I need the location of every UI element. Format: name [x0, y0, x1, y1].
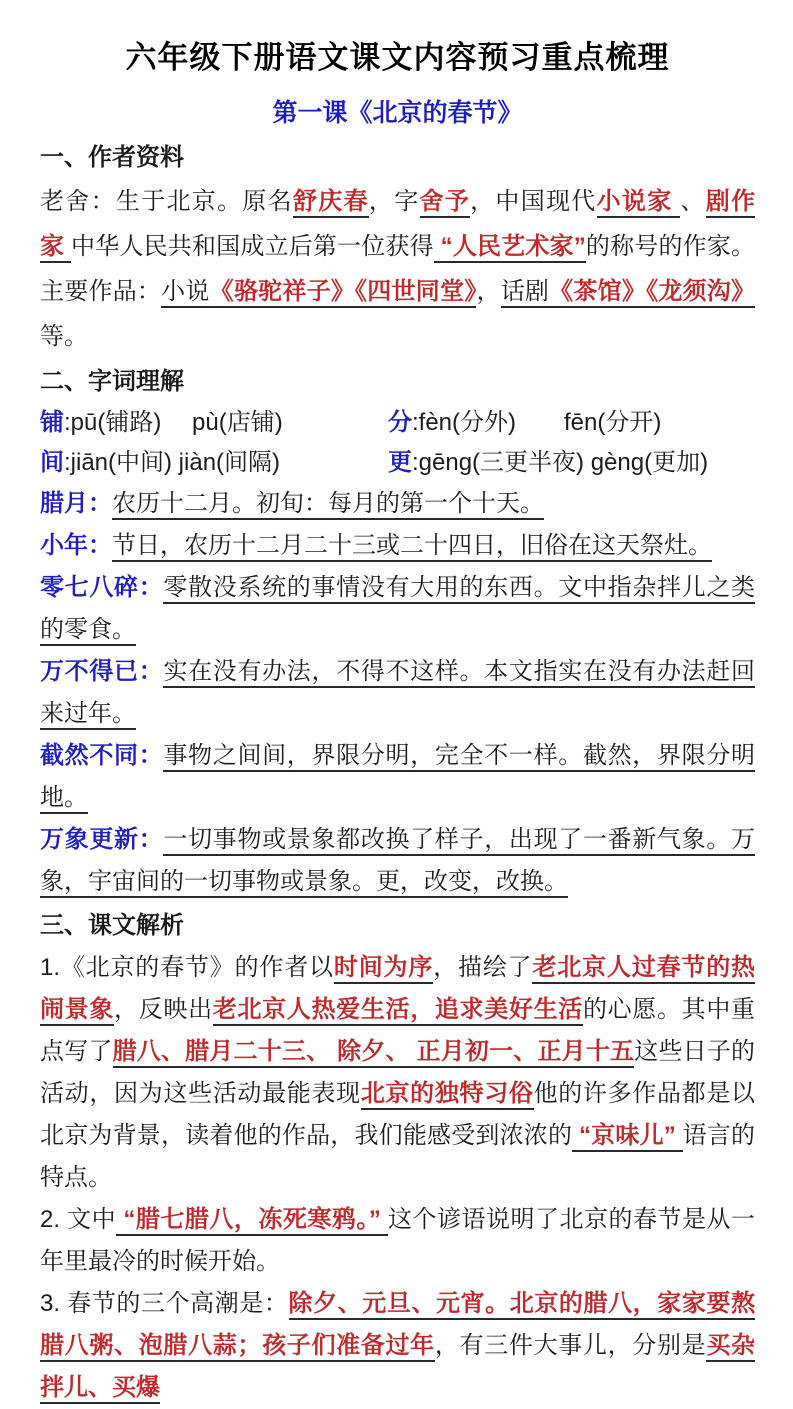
term-blue-text: 更: [388, 449, 412, 476]
term-blue-text: 腊月：: [40, 490, 112, 517]
paragraph: [40, 819, 755, 903]
term-blue-text: 小年：: [40, 532, 112, 559]
highlight-red-text: 剧作家: [40, 188, 755, 263]
paragraph: [40, 651, 755, 735]
paragraph: [40, 1283, 755, 1409]
body-text: 等。: [40, 323, 88, 350]
term-blue-text: 分: [388, 409, 412, 436]
body-text: ，中国现代: [470, 188, 597, 215]
highlight-red-text: 小说家: [597, 188, 681, 218]
underlined-text: 事物之间间，界限分明，完全不一样。截然，界限分明地。: [40, 742, 755, 814]
highlight-red-text: 腊八、腊月二十三、 除夕、 正月初一、正月十五: [113, 1038, 635, 1068]
body-text: 这些日子的活动，因为这些活动最能表现: [40, 1038, 756, 1107]
section-heading-author: 一、作者资料: [40, 144, 184, 171]
section-heading-words: 二、字词理解: [40, 368, 184, 395]
highlight-red-text: 时间为序: [334, 954, 433, 984]
underlined-text: 小说: [161, 278, 209, 308]
body-text: 、: [680, 188, 706, 215]
body-text: ，字: [368, 188, 420, 215]
paragraph: [40, 947, 755, 1199]
term-blue-text: 间: [40, 449, 64, 476]
body-text: ，有三件大事儿，分别是: [434, 1332, 707, 1359]
paragraph: [40, 567, 755, 651]
page-title: 六年级下册语文课文内容预习重点梳理: [125, 40, 670, 75]
underlined-text: 实在没有办法，不得不这样。本文指实在没有办法赶回来过年。: [40, 658, 755, 730]
term-blue-text: 万不得已：: [40, 658, 164, 685]
underlined-text: 节日，农历十二月二十三或二十四日，旧俗在这天祭灶。: [112, 532, 712, 562]
pinyin-entry: [388, 443, 755, 483]
highlight-red-text: 买杂拌儿、买爆: [40, 1332, 755, 1404]
section-heading-analysis: 三、课文解析: [40, 912, 184, 939]
body-text: 的心愿。其中重点写了: [40, 996, 756, 1065]
document-content: [40, 137, 755, 1409]
body-text: :jiān(中间) jiàn(间隔): [64, 449, 281, 476]
pinyin-entry: [40, 443, 388, 483]
highlight-red-text: “人民艺术家”: [434, 233, 586, 263]
paragraph: [40, 1199, 755, 1283]
body-text: 2. 文中: [40, 1206, 117, 1233]
term-blue-text: 万象更新：: [40, 826, 164, 853]
highlight-red-text: 北京的独特习俗: [361, 1080, 534, 1110]
body-text: 这个谚语说明了北京的春节是从一年里最冷的时候开始。: [40, 1206, 756, 1275]
underlined-text: 零散没系统的事情没有大用的东西。文中指杂拌儿之类的零食。: [40, 574, 755, 646]
paragraph: [40, 483, 755, 525]
pinyin-row: [40, 403, 755, 443]
pinyin-entry: [40, 403, 388, 443]
body-text: 的称号的作家。主要作品：: [40, 233, 756, 305]
body-text: 3. 春节的三个高潮是：: [40, 1290, 289, 1317]
underlined-text: 农历十二月。初旬：每月的第一个十天。: [112, 490, 544, 520]
underlined-text: 话剧: [501, 278, 549, 308]
paragraph: [40, 179, 755, 359]
highlight-red-text: 老北京人过春节的热闹景象: [40, 954, 755, 1026]
page-subtitle: 第一课《北京的春节》: [272, 99, 523, 127]
term-blue-text: 截然不同：: [40, 742, 164, 769]
body-text: :pū(铺路) pù(店铺): [64, 409, 283, 436]
body-text: ，: [476, 278, 501, 305]
pinyin-entry: [388, 403, 755, 443]
highlight-red-text: 老北京人热爱生活，追求美好生活: [213, 996, 583, 1026]
body-text: 语言的特点。: [40, 1122, 756, 1191]
term-blue-text: 零七八碎：: [40, 574, 164, 601]
body-text: 中华人民共和国成立后第一位获得: [71, 233, 434, 260]
body-text: ，描绘了: [433, 954, 533, 981]
body-text: :gēng(三更半夜) gèng(更加): [412, 449, 709, 476]
highlight-red-text: 《骆驼祥子》《四世同堂》: [210, 278, 477, 308]
highlight-red-text: 舍予: [420, 188, 471, 218]
term-blue-text: 铺: [40, 409, 64, 436]
body-text: 1.《北京的春节》的作者以: [40, 954, 334, 981]
highlight-red-text: “腊七腊八，冻死寒鸦。”: [116, 1206, 388, 1236]
pinyin-row: [40, 443, 755, 483]
body-text: :fèn(分外) fēn(分开): [412, 409, 662, 436]
body-text: ，反映出: [114, 996, 213, 1023]
highlight-red-text: 舒庆春: [293, 188, 369, 218]
highlight-red-text: 《茶馆》《龙须沟》: [549, 278, 755, 308]
paragraph: [40, 735, 755, 819]
body-text: 老舍：生于北京。原名: [40, 188, 293, 215]
highlight-red-text: “京味儿”: [572, 1122, 682, 1152]
underlined-text: 一切事物或景象都改换了样子，出现了一番新气象。万象，宇宙间的一切事物或景象。更，改变，改换。: [40, 826, 755, 898]
highlight-red-text: 除夕、元旦、元宵。北京的腊八，家家要熬腊八粥、泡腊八蒜；孩子们准备过年: [40, 1290, 755, 1362]
body-text: 他的许多作品都是以北京为背景，读着他的作品，我们能感受到浓浓的: [40, 1080, 756, 1149]
paragraph: [40, 525, 755, 567]
